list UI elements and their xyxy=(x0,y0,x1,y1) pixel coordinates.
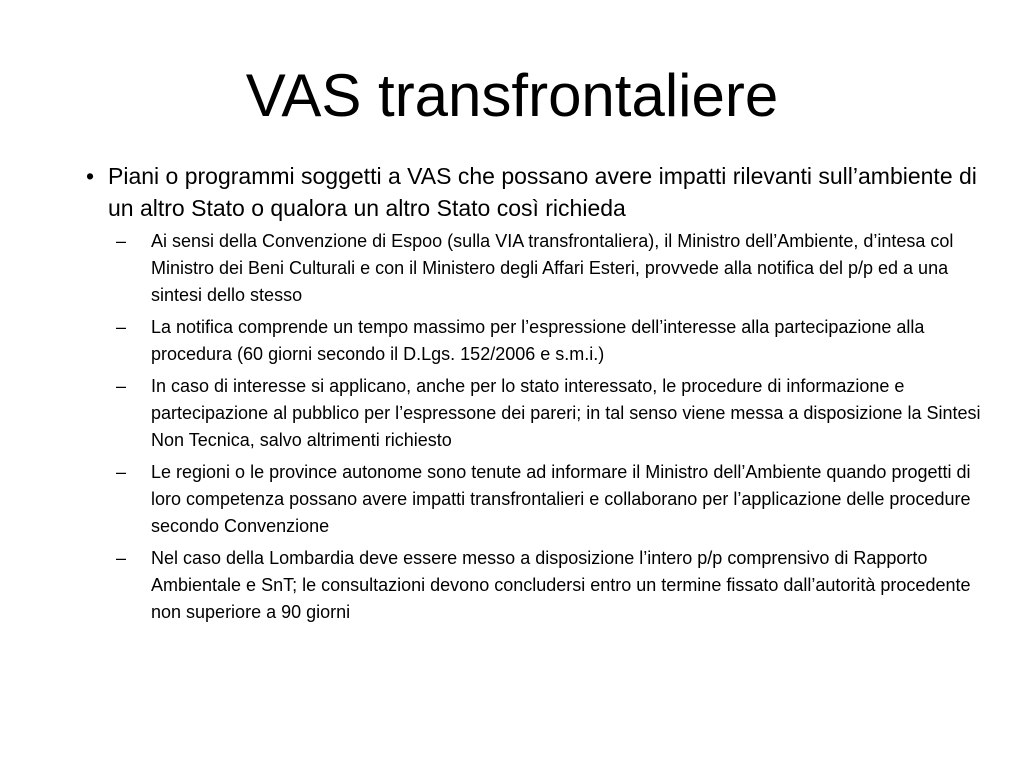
sub-bullet-item xyxy=(84,373,984,454)
sub-bullet-text: Le regioni o le province autonome sono tenute ad informare il Ministro dell’Ambiente quando progetti di loro competenza possano avere impatti transfrontalieri e collaborano per l’applicazione delle procedure secondo Convenzione xyxy=(151,462,971,536)
slide-body xyxy=(84,160,984,631)
sub-bullet-item xyxy=(84,459,984,540)
slide-title: VAS transfrontaliere xyxy=(245,62,779,129)
sub-bullet-item xyxy=(84,545,984,626)
bullet-marker: • xyxy=(86,163,95,189)
sub-bullet-text: La notifica comprende un tempo massimo per l’espressione dell’interesse alla partecipazione alla procedura (60 giorni secondo il D.Lgs. 152/2006 e s.m.i.) xyxy=(151,317,925,364)
sub-bullet-text: In caso di interesse si applicano, anche per lo stato interessato, le procedure di informazione e partecipazione al pubblico per l’espressone dei pareri; in tal senso viene messa a disposizione la Sintesi Non Tecnica, salvo altrimenti richiesto xyxy=(151,376,981,450)
sub-bullet-item xyxy=(84,228,984,309)
main-bullet-text: Piani o programmi soggetti a VAS che possano avere impatti rilevanti sull’ambiente di un altro Stato o qualora un altro Stato così richieda xyxy=(108,163,977,221)
sub-bullet-text: Ai sensi della Convenzione di Espoo (sulla VIA transfrontaliera), il Ministro dell’Ambiente, d’intesa col Ministro dei Beni Culturali e con il Ministero degli Affari Esteri, provvede alla notifica del p/p ed a una sintesi dello stesso xyxy=(151,231,954,305)
dash-marker: – xyxy=(116,317,127,337)
main-bullet-item xyxy=(84,160,984,224)
dash-marker: – xyxy=(116,376,127,396)
dash-marker: – xyxy=(116,548,127,568)
sub-bullet-item xyxy=(84,314,984,368)
dash-marker: – xyxy=(116,231,127,251)
dash-marker: – xyxy=(116,462,127,482)
sub-bullet-list xyxy=(84,228,984,626)
sub-bullet-text: Nel caso della Lombardia deve essere messo a disposizione l’intero p/p comprensivo di Rapporto Ambientale e SnT; le consultazioni devono concludersi entro un termine fissato dall’autorità procedente non superiore a 90 giorni xyxy=(151,548,971,622)
